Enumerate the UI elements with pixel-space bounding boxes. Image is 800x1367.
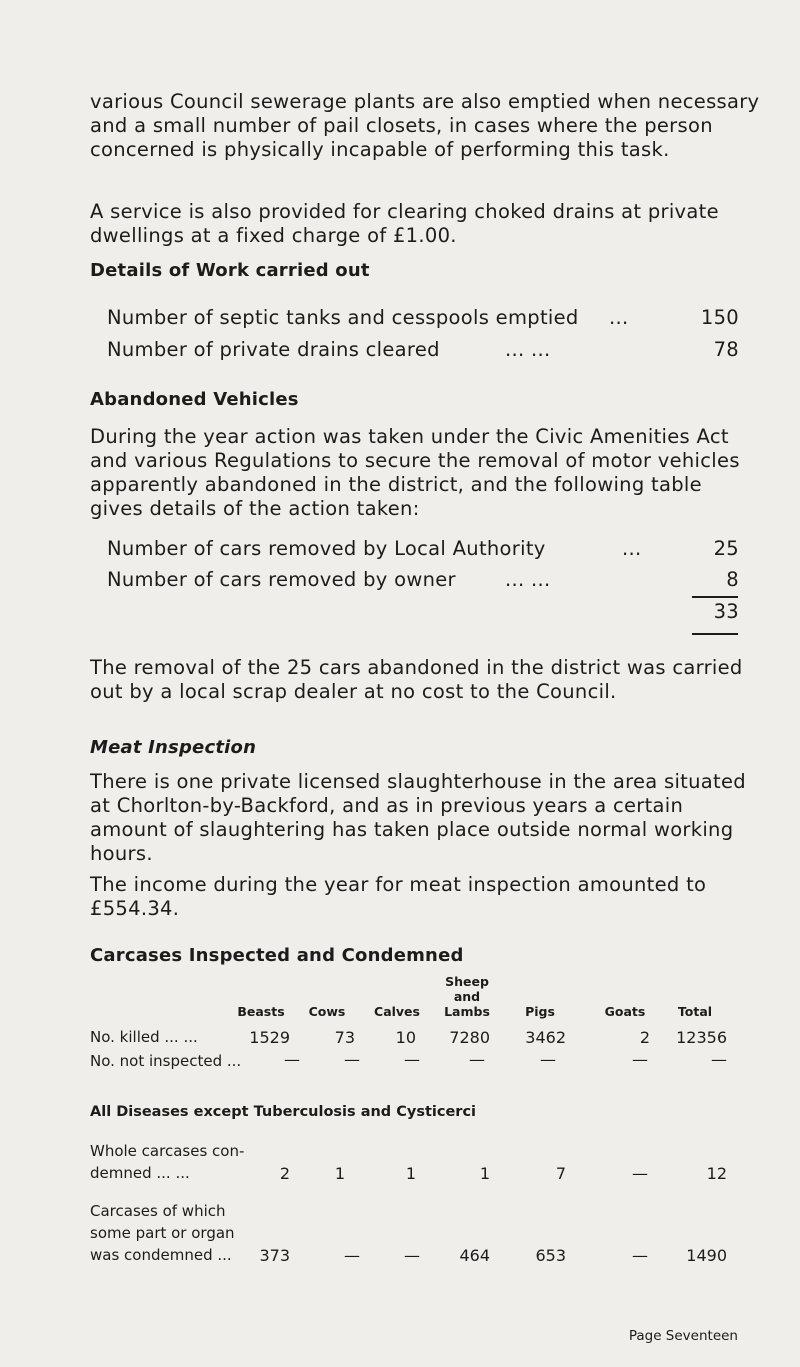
drain-service-paragraph: A service is also provided for clearing choked drains at private dwellings at a fixed charge of £1.00. <box>90 200 719 247</box>
table-cell: 1529 <box>249 1028 290 1047</box>
table-cell: 3462 <box>525 1028 566 1047</box>
work-row-label: Number of septic tanks and cesspools emptied <box>107 306 579 329</box>
page-number-footer: Page Seventeen <box>628 1328 738 1344</box>
meat-paragraph-1: There is one private licensed slaughterhouse in the area situated at Chorlton-by-Backford, and as in previous years a certain amount of slaughtering has taken place outside normal working hours. <box>90 770 746 865</box>
table-cell: — <box>344 1246 360 1265</box>
table-cell: — <box>540 1050 556 1069</box>
col-header-total: Total <box>677 1004 713 1019</box>
table-cell: 12 <box>706 1164 727 1183</box>
diseases-heading: All Diseases except Tuberculosis and Cysticerci <box>90 1104 477 1120</box>
table-cell: 464 <box>459 1246 490 1265</box>
table-cell: — <box>404 1246 420 1265</box>
col-header-goats: Goats <box>604 1004 646 1019</box>
col-header-beasts: Beasts <box>237 1004 285 1019</box>
table-cell: 653 <box>535 1246 566 1265</box>
vehicles-row-value: 8 <box>726 568 739 591</box>
table-cell: 1 <box>334 1164 345 1183</box>
total-rule-top <box>692 596 738 598</box>
row-label-part-line3: was condemned ... <box>90 1246 232 1264</box>
table-cell: 2 <box>279 1164 290 1183</box>
table-cell: 1490 <box>686 1246 727 1265</box>
col-header-calves: Calves <box>374 1004 420 1019</box>
sewerage-intro-paragraph: various Council sewerage plants are also emptied when necessary and a small number of pail closets, in cases where the person concerned is physically incapable of performing this task. <box>90 90 760 161</box>
vehicles-row-label: Number of cars removed by owner <box>107 568 456 591</box>
vehicles-paragraph: During the year action was taken under the Civic Amenities Act and various Regulations to secure the removal of motor vehicles apparently abandoned in the district, and the following table gives details of the action taken: <box>90 425 740 520</box>
col-header-sheep-line2: and <box>453 989 481 1004</box>
vehicles-row-value: 25 <box>713 537 739 560</box>
table-cell: — <box>404 1050 420 1069</box>
row-label-not-inspected: No. not inspected ... <box>90 1052 242 1070</box>
table-cell: 73 <box>334 1028 355 1047</box>
table-cell: 373 <box>259 1246 290 1265</box>
work-row-label: Number of private drains cleared <box>107 338 440 361</box>
meat-paragraph-2: The income during the year for meat inspection amounted to £554.34. <box>90 873 707 920</box>
row-label-part-line2: some part or organ <box>90 1224 235 1242</box>
carcases-heading: Carcases Inspected and Condemned <box>90 945 464 966</box>
table-cell: — <box>711 1050 727 1069</box>
work-row-value: 78 <box>713 338 739 361</box>
col-header-sheep-line1: Sheep <box>445 974 489 989</box>
col-header-lambs: Lambs <box>444 1004 490 1019</box>
row-label-whole-line2: demned ... ... <box>90 1164 190 1182</box>
meat-inspection-heading: Meat Inspection <box>90 737 257 758</box>
work-details-heading: Details of Work carried out <box>90 260 370 281</box>
row-label-part-line1: Carcases of which <box>90 1202 226 1220</box>
table-cell: 2 <box>639 1028 650 1047</box>
table-cell: 12356 <box>676 1028 727 1047</box>
table-cell: — <box>632 1246 648 1265</box>
total-rule-bottom <box>692 633 738 635</box>
row-label-whole-line1: Whole carcases con- <box>90 1142 245 1160</box>
col-header-sheep <box>427 974 507 1004</box>
table-cell: — <box>344 1050 360 1069</box>
table-cell: 7 <box>555 1164 566 1183</box>
table-cell: 1 <box>479 1164 490 1183</box>
vehicles-row-leader: ... <box>622 537 642 560</box>
table-cell: — <box>632 1050 648 1069</box>
table-cell: — <box>632 1164 648 1183</box>
vehicles-row-leader: ... ... <box>505 568 551 591</box>
work-row-value: 150 <box>700 306 739 329</box>
vehicles-row-label: Number of cars removed by Local Authority <box>107 537 546 560</box>
table-cell: 7280 <box>449 1028 490 1047</box>
table-cell: — <box>469 1050 485 1069</box>
col-header-pigs: Pigs <box>525 1004 555 1019</box>
table-cell: — <box>284 1050 300 1069</box>
work-row-leader: ... ... <box>505 338 551 361</box>
work-row-leader: ... <box>609 306 629 329</box>
col-header-cows: Cows <box>308 1004 346 1019</box>
table-cell: 1 <box>405 1164 416 1183</box>
vehicles-total-value: 33 <box>713 600 739 623</box>
table-cell: 10 <box>395 1028 416 1047</box>
vehicles-closing-paragraph: The removal of the 25 cars abandoned in the district was carried out by a local scrap dealer at no cost to the Council. <box>90 656 743 703</box>
row-label-killed: No. killed ... ... <box>90 1028 198 1046</box>
vehicles-heading: Abandoned Vehicles <box>90 389 299 410</box>
